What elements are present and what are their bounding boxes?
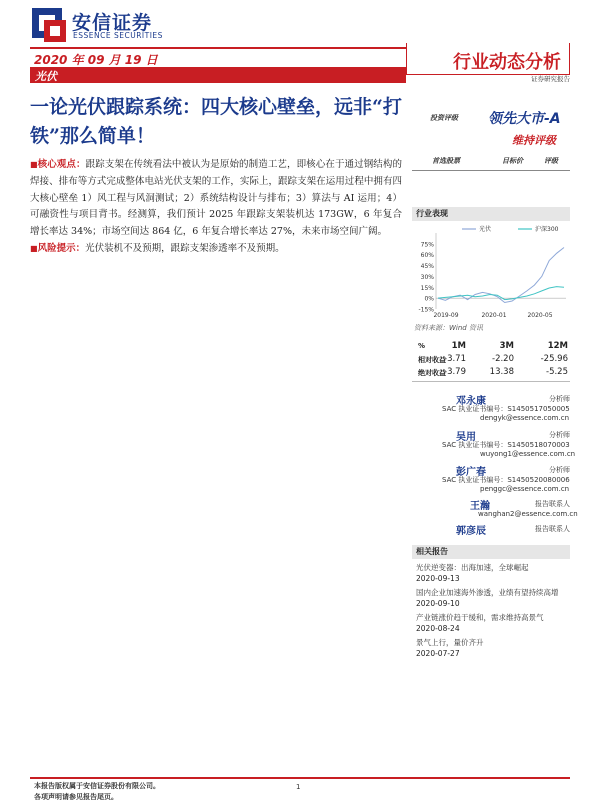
x-tick-label: 2020-01 [481, 312, 507, 319]
related-item-date: 2020-09-10 [416, 599, 460, 608]
contact-email[interactable]: wanghan2@essence.com.cn [478, 510, 578, 518]
footer-rule [30, 777, 570, 779]
related-list [416, 562, 570, 662]
contact-role: 报告联系人 [535, 500, 570, 508]
related-item-title: 景气上行，量价齐升 [416, 638, 484, 647]
contact-name: 王瀚 [470, 501, 490, 512]
company-sub: ESSENCE SECURITIES [73, 31, 163, 40]
company-logo [30, 6, 200, 44]
y-tick-label: 60% [420, 252, 434, 260]
returns-cell: -5.25 [546, 367, 568, 377]
page-number: 1 [296, 783, 301, 791]
returns-header-3m: 3M [499, 341, 514, 351]
rating-col-target: 目标价 [502, 157, 523, 165]
footer-disclaimer: 各项声明请参见报告尾页。 [34, 793, 118, 800]
company-name: 安信证券 [72, 12, 153, 34]
related-item-title: 国内企业加速海外渗透，业绩有望持续高增 [416, 588, 559, 597]
returns-row-label: 相对收益 [418, 356, 446, 364]
performance-chart [412, 221, 570, 321]
y-tick-label: 45% [420, 263, 434, 271]
rating-label: 投资评级 [430, 114, 458, 122]
related-item-date: 2020-09-13 [416, 574, 460, 583]
analyst-card [412, 428, 576, 468]
analyst-role: 分析师 [549, 466, 570, 474]
footer-copyright: 本报告版权属于安信证券股份有限公司。 [34, 782, 160, 790]
returns-row-relative [418, 354, 570, 367]
analyst-sac: SAC 执业证书编号：S1450517050005 [442, 405, 570, 413]
y-tick-label: -15% [418, 306, 434, 314]
returns-cell: -25.96 [540, 354, 568, 364]
contact-card [412, 522, 570, 538]
core-view-label: 核心观点： [37, 159, 86, 170]
x-tick-label: 2020-05 [527, 312, 553, 319]
legend-label: 光伏 [479, 226, 492, 233]
risk-label: 风险提示： [37, 242, 86, 254]
returns-rule [412, 381, 570, 382]
rating-col-rating: 评级 [544, 157, 558, 165]
returns-cell: 13.38 [489, 367, 514, 377]
analyst-name: 彭广春 [456, 467, 486, 478]
returns-row-absolute [418, 367, 570, 380]
returns-row-label: 绝对收益 [418, 369, 446, 377]
related-item-title: 光伏逆变器：出海加速，全球崛起 [416, 563, 529, 572]
x-tick-label: 2019-09 [433, 312, 459, 319]
analyst-sac: SAC 执业证书编号：S1450518070003 [442, 441, 570, 449]
analyst-email[interactable]: dengyk@essence.com.cn [480, 414, 570, 422]
analyst-email[interactable]: wuyong1@essence.com.cn [480, 450, 576, 458]
rating-sub: 维持评级 [512, 134, 556, 147]
contact-role: 报告联系人 [535, 525, 570, 533]
bullet-square-icon: ■ [30, 243, 38, 253]
report-date: 2020 年 09 月 19 日 [34, 53, 158, 67]
contact-name: 郭彦辰 [456, 526, 486, 537]
risk-text: 光伏装机不及预期，跟踪支架渗透率不及预期。 [85, 242, 285, 254]
returns-cell: -2.20 [492, 354, 514, 364]
y-tick-label: 15% [420, 284, 434, 292]
risk-paragraph [30, 241, 402, 258]
contact-card [412, 497, 578, 521]
chart-source: 资料来源：Wind 资讯 [414, 324, 483, 332]
analyst-email[interactable]: penggc@essence.com.cn [480, 485, 570, 493]
related-item-date: 2020-08-24 [416, 624, 460, 633]
core-view-text: 跟踪支架在传统看法中被认为是原始的制造工艺，即核心在于通过钢结构的焊接、排布等方式完成整体电站光伏支架的工作，实际上，跟踪支架在运用过程中拥有四大核心壁垒 1）风工程与风洞测试；2）系统结构设计与排布；3）算法与 AI 运用；4）可融资性与项目背书。经测算，我们预计 2025 年跟踪支架装机达 173GW，6 年复合增长率达 34%；市场空间达 864 亿，6 年复合增长率达 27%，未来市场空间广阔。 [30, 159, 402, 238]
related-item[interactable] [416, 637, 570, 659]
analyst-role: 分析师 [549, 431, 570, 439]
related-item[interactable] [416, 587, 570, 609]
bullet-square-icon: ■ [30, 160, 38, 169]
report-summary [30, 157, 402, 258]
performance-title: 行业表现 [416, 209, 448, 218]
y-tick-label: 0% [424, 295, 434, 303]
rating-value: 领先大市-A [488, 111, 561, 127]
rating-rule [412, 170, 570, 171]
returns-header-row [418, 341, 570, 354]
related-item[interactable] [416, 562, 570, 584]
analyst-card [412, 392, 570, 432]
returns-cell: -3.79 [444, 367, 466, 377]
related-item-date: 2020-07-27 [416, 649, 460, 658]
core-view-paragraph [30, 157, 402, 241]
report-sub: 证券研究报告 [531, 75, 570, 83]
analyst-role: 分析师 [549, 395, 570, 403]
logo-mark-icon [30, 6, 66, 42]
rating-columns [432, 156, 570, 170]
y-tick-label: 30% [420, 273, 434, 281]
returns-table [418, 341, 570, 380]
analyst-name: 邓永康 [456, 396, 486, 407]
returns-header-12m: 12M [547, 341, 568, 351]
related-item[interactable] [416, 612, 570, 634]
series-line-hs300 [438, 287, 564, 300]
returns-header-unit: % [418, 342, 426, 350]
sector-label: 光伏 [35, 70, 57, 83]
returns-header-1m: 1M [451, 341, 466, 351]
rating-col-stock: 首选股票 [432, 157, 460, 165]
returns-cell: -3.71 [444, 354, 466, 364]
legend-label: 沪深300 [535, 226, 559, 233]
report-title: 一论光伏跟踪系统：四大核心壁垒，远非“打铁”那么简单！ [30, 96, 402, 147]
y-tick-label: 75% [420, 241, 434, 249]
analyst-name: 吴用 [456, 432, 476, 443]
related-title: 相关报告 [416, 547, 448, 556]
analyst-sac: SAC 执业证书编号：S1450520080006 [442, 476, 570, 484]
sector-bar [30, 67, 406, 83]
series-line-pv [438, 248, 564, 303]
related-item-title: 产业链涨价趋于缓和，需求维持高景气 [416, 613, 544, 622]
report-type: 行业动态分析 [406, 43, 570, 75]
